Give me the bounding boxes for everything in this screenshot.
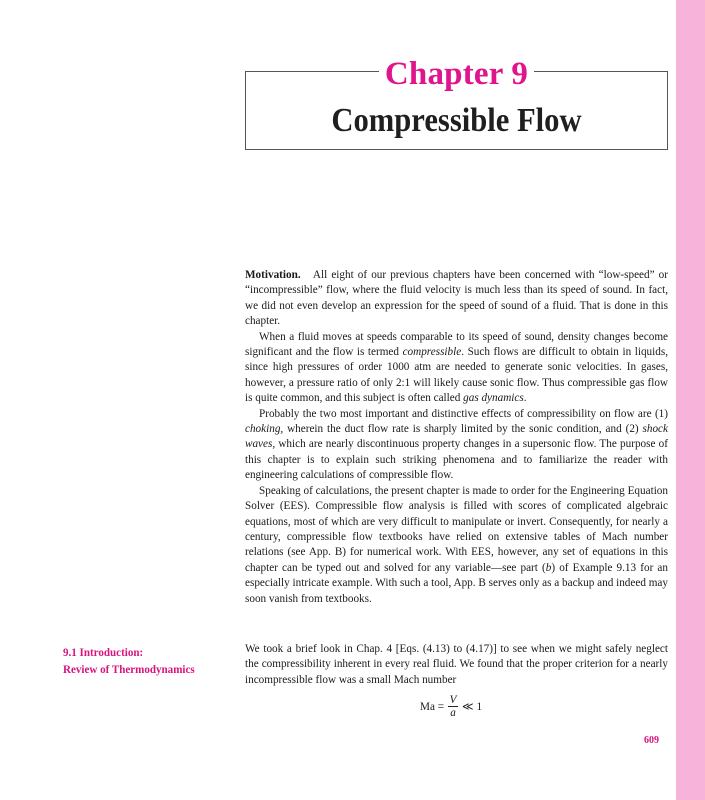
motivation-paragraph-1: Motivation. All eight of our previous chapters have been concerned with “low-speed” or “incompressible” flow, where the fluid velocity is much less than its speed of sound. In fact, we did not even develop an expression for the speed of sound of a fluid. That is done in this chapter. — [245, 269, 668, 328]
motivation-paragraph-2: When a fluid moves at speeds comparable to its speed of sound, density changes become significant and the flow is termed compressible. Such flows are difficult to obtain in liquids, since high pressures of order 1000 atm are needed to generate sonic velocities. In gases, however, a pressure ratio of only 2:1 will likely cause sonic flow. Thus compressible gas flow is quite common, and this subject is often called gas dynamics. — [245, 330, 669, 405]
equation-rhs: ≪ 1 — [462, 701, 483, 713]
mach-number-equation — [420, 694, 482, 719]
chapter-title: Compressible Flow — [331, 102, 582, 139]
velocity-over-sound-fraction: $\frac{V}{a}$ — [449, 694, 457, 719]
section-heading — [63, 644, 233, 678]
section-heading-line-1: 9.1 Introduction: — [63, 645, 144, 659]
chapter-title-box — [245, 56, 668, 150]
motivation-lead: Motivation. — [245, 269, 301, 281]
motivation-section — [245, 268, 668, 607]
equation-lhs: Ma = — [420, 700, 445, 713]
page-edge-color-bar — [676, 0, 705, 800]
section-intro-text: We took a brief look in Chap. 4 [Eqs. (4.13) to (4.17)] to see when we might safely neglect the compressibility inherent in every real fluid. We found that the proper criterion for a nearly incompressible flow was a small Mach number — [245, 643, 668, 686]
section-heading-line-2: Review of Thermodynamics — [63, 662, 195, 676]
page-number: 609 — [644, 735, 659, 746]
motivation-paragraph-3: Probably the two most important and distinctive effects of compressibility on flow are (1) choking, wherein the duct flow rate is sharply limited by the sonic condition, and (2) shock waves, which are nearly discontinuous property changes in a supersonic flow. The purpose of this chapter is to explain such striking phenomena and to familiarize the reader with engineering calculations of compressible flow. — [245, 407, 668, 482]
chapter-number: Chapter 9 — [379, 56, 534, 92]
motivation-paragraph-4: Speaking of calculations, the present chapter is made to order for the Engineering Equation Solver (EES). Compressible flow analysis is filled with scores of complicated algebraic equations, most of which are very difficult to manipulate or invert. Consequently, for nearly a century, compressible flow textbooks have relied on extensive tables of Mach number relations (see App. B) for numerical work. With EES, however, any set of equations in this chapter can be typed out and solved for any variable—see part (b) of Example 9.13 for an especially intricate example. With such a tool, App. B serves only as a backup and indeed may soon vanish from textbooks. — [245, 484, 668, 605]
